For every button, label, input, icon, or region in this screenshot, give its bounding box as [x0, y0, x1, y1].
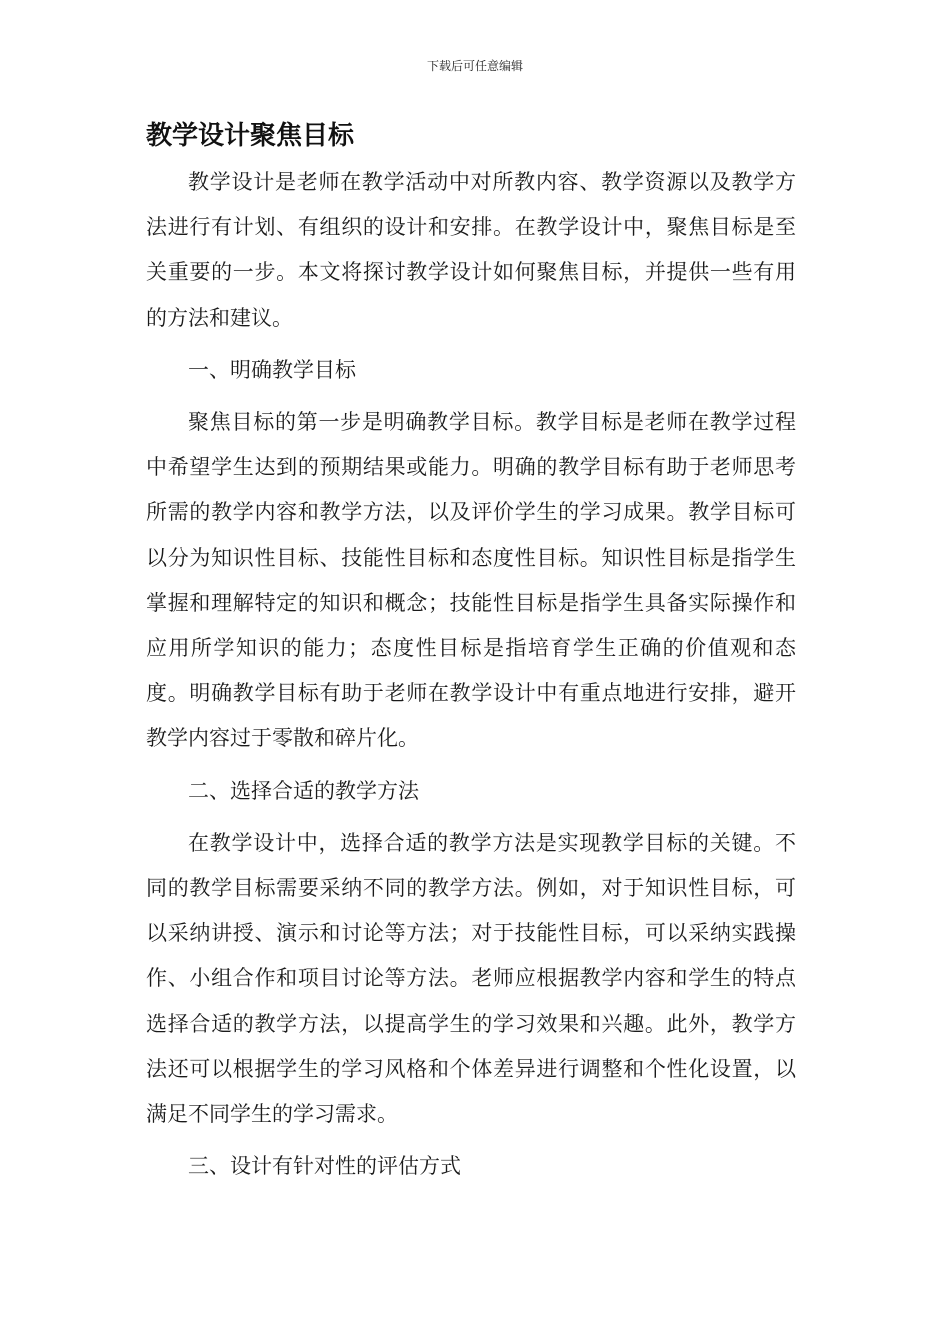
section-paragraph-1: 聚焦目标的第一步是明确教学目标。教学目标是老师在教学过程中希望学生达到的预期结果或能力。明确的教学目标有助于老师思考所需的教学内容和教学方法，以及评价学生的学习成果。教学目标可以分为知识性目标、技能性目标和态度性目标。知识性目标是指学生掌握和理解特定的知识和概念；技能性目标是指学生具备实际操作和应用所学知识的能力；态度性目标是指培育学生正确的价值观和态度。明确教学目标有助于老师在教学设计中有重点地进行安排，避开教学内容过于零散和碎片化。	[146, 410, 796, 751]
section-paragraph-2: 在教学设计中，选择合适的教学方法是实现教学目标的关键。不同的教学目标需要采纳不同的教学方法。例如，对于知识性目标，可以采纳讲授、演示和讨论等方法；对于技能性目标，可以采纳实践操作、小组合作和项目讨论等方法。老师应根据教学内容和学生的特点选择合适的教学方法，以提高学生的学习效果和兴趣。此外，教学方法还可以根据学生的学习风格和个体差异进行调整和个性化设置，以满足不同学生的学习需求。	[146, 830, 796, 1127]
document-title: 教学设计聚焦目标	[146, 121, 355, 151]
section-heading-1: 一、明确教学目标	[188, 357, 356, 382]
section-heading-3: 三、设计有针对性的评估方式	[188, 1154, 461, 1179]
intro-paragraph: 教学设计是老师在教学活动中对所教内容、教学资源以及教学方法进行有计划、有组织的设计和安排。在教学设计中，聚焦目标是至关重要的一步。本文将探讨教学设计如何聚焦目标，并提供一些有用的方法和建议。	[146, 170, 796, 330]
header-note: 下载后可任意编辑	[426, 59, 523, 73]
document-body	[146, 160, 796, 1196]
section-heading-2: 二、选择合适的教学方法	[188, 778, 419, 803]
